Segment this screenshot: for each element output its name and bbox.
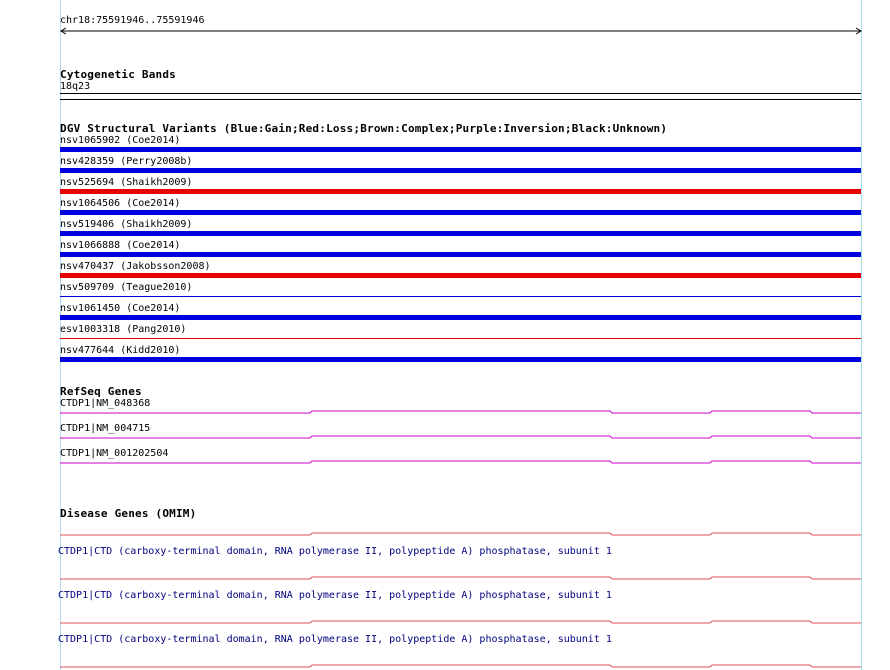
dgv-variant-bar-gain[interactable]	[60, 252, 861, 257]
refseq-gene-line[interactable]	[60, 434, 862, 440]
dgv-variant-bar-gain[interactable]	[60, 210, 861, 215]
right-guide-line	[861, 0, 862, 670]
dgv-variant-label[interactable]: nsv1061450 (Coe2014)	[60, 303, 181, 314]
dgv-variant-label[interactable]: nsv509709 (Teague2010)	[60, 282, 193, 293]
dgv-variant-bar-gain[interactable]	[60, 296, 861, 297]
dgv-variant-label[interactable]: nsv477644 (Kidd2010)	[60, 345, 181, 356]
dgv-variant-label[interactable]: nsv1066888 (Coe2014)	[60, 240, 181, 251]
locus-label: chr18:75591946..75591946	[60, 15, 205, 26]
dgv-variant-bar-gain[interactable]	[60, 357, 861, 362]
dgv-variant-label[interactable]: esv1003318 (Pang2010)	[60, 324, 187, 335]
refseq-gene-label[interactable]: CTDP1|NM_004715	[60, 423, 151, 434]
dgv-variant-bar-gain[interactable]	[60, 147, 861, 152]
dgv-variant-bar-loss[interactable]	[60, 189, 861, 194]
dgv-variant-bar-gain[interactable]	[60, 231, 861, 236]
dgv-variant-label[interactable]: nsv525694 (Shaikh2009)	[60, 177, 193, 188]
refseq-track-title: RefSeq Genes	[60, 385, 142, 398]
omim-gene-label[interactable]: CTDP1|CTD (carboxy-terminal domain, RNA polymerase II, polypeptide A) phosphatase, subunit 1	[58, 634, 612, 645]
omim-gene-line[interactable]	[60, 531, 862, 537]
omim-gene-line[interactable]	[60, 575, 862, 581]
dgv-variant-label[interactable]: nsv1064506 (Coe2014)	[60, 198, 181, 209]
dgv-variant-label[interactable]: nsv470437 (Jakobsson2008)	[60, 261, 211, 272]
omim-gene-label[interactable]: CTDP1|CTD (carboxy-terminal domain, RNA polymerase II, polypeptide A) phosphatase, subunit 1	[58, 590, 612, 601]
refseq-gene-line[interactable]	[60, 459, 862, 465]
omim-gene-line[interactable]	[60, 663, 862, 669]
dgv-variant-label[interactable]: nsv428359 (Perry2008b)	[60, 156, 193, 167]
cytoband-track-title: Cytogenetic Bands	[60, 68, 176, 81]
cytoband-label[interactable]: 18q23	[60, 81, 91, 92]
dgv-track-title: DGV Structural Variants (Blue:Gain;Red:Loss;Brown:Complex;Purple:Inversion;Black:Unknown)	[60, 122, 668, 135]
cytoband-band-top	[60, 93, 861, 94]
dgv-variant-label[interactable]: nsv519406 (Shaikh2009)	[60, 219, 193, 230]
refseq-gene-label[interactable]: CTDP1|NM_001202504	[60, 448, 169, 459]
refseq-gene-line[interactable]	[60, 409, 862, 415]
dgv-variant-bar-gain[interactable]	[60, 168, 861, 173]
omim-gene-line[interactable]	[60, 619, 862, 625]
dgv-variant-bar-gain[interactable]	[60, 315, 861, 320]
dgv-variant-bar-loss[interactable]	[60, 273, 861, 278]
locus-ruler	[60, 26, 862, 36]
omim-track-title: Disease Genes (OMIM)	[60, 507, 197, 520]
dgv-variant-label[interactable]: nsv1065902 (Coe2014)	[60, 135, 181, 146]
dgv-variant-bar-loss[interactable]	[60, 338, 861, 339]
refseq-gene-label[interactable]: CTDP1|NM_048368	[60, 398, 151, 409]
omim-gene-label[interactable]: CTDP1|CTD (carboxy-terminal domain, RNA polymerase II, polypeptide A) phosphatase, subunit 1	[58, 546, 612, 557]
cytoband-band-bottom	[60, 99, 861, 100]
